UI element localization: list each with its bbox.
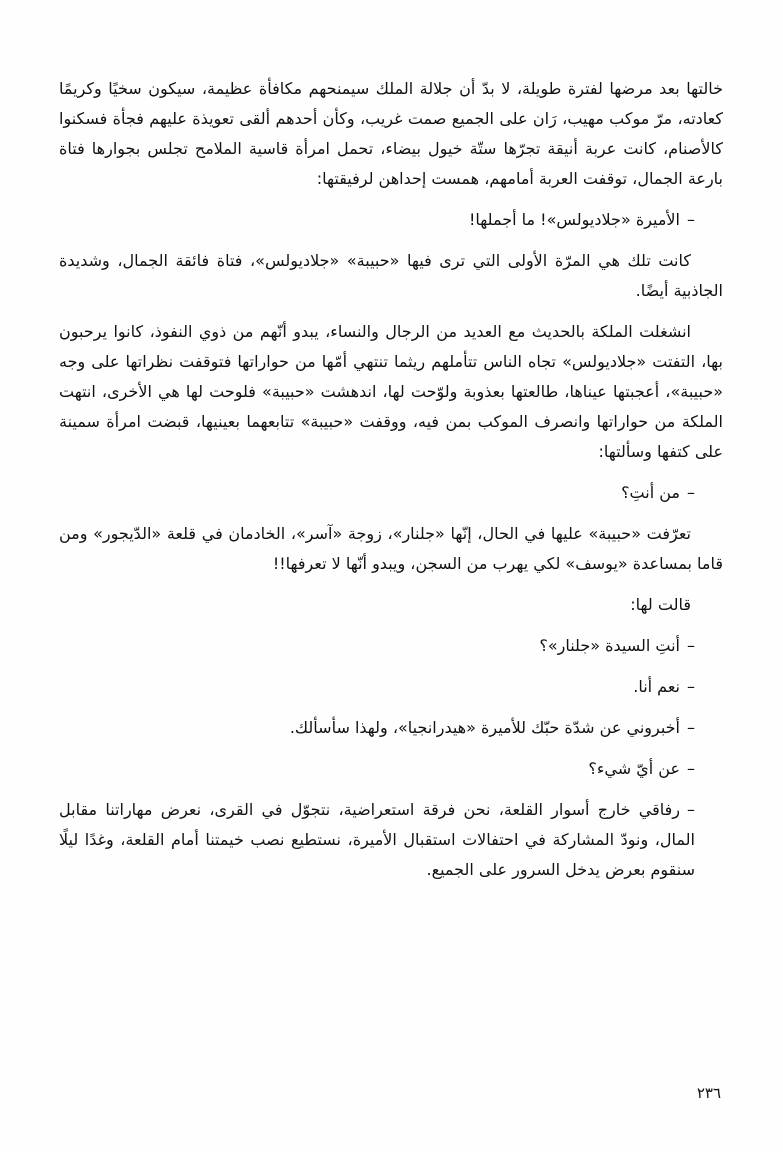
dialogue-line: [59, 795, 723, 885]
dialogue-line: [59, 205, 723, 235]
page-text-block: [59, 74, 723, 885]
paragraph: قالت لها:: [630, 595, 691, 614]
dialogue-dash: –: [687, 677, 695, 696]
dialogue-dash: –: [687, 718, 695, 737]
paragraph: انشغلت الملكة بالحديث مع العديد من الرجال والنساء، يبدو أنّهم من ذوي النفوذ، كانوا يرحبون بها، التفتت «جلاديولس» تجاه الناس تتأملهم ريثما تنتهي أمّها من حواراتها فتوقفت نظراتها على وجه «حبيبة»، أعجبتها عيناها، طالعتها بعذوبة ولوّحت لها، اندهشت «حبيبة» فلوحت لها هي الأخرى، انتهت الملكة من حواراتها وانصرف الموكب بمن فيه، ووقفت «حبيبة» تتابعهما بعينيها، قبضت امرأة سمينة على كتفها وسألتها:: [59, 322, 723, 461]
paragraph: خالتها بعد مرضها لفترة طويلة، لا بدّ أن جلالة الملك سيمنحهم مكافأة عظيمة، سيكون سخيًا وكريمًا كعادته، مرّ موكب مهيب، رَان على الجميع صمت غريب، وكأن أحدهم ألقى تعويذة عليهم فجأة فسكنوا كالأصنام، كانت عربة أنيقة تجرّها ستّة خيول بيضاء، تحمل امرأة قاسية الملامح تجلس بجوارها فتاة بارعة الجمال، توقفت العربة أمامهم، همست إحداهن لرفيقتها:: [59, 79, 723, 188]
paragraph: تعرّفت «حبيبة» عليها في الحال، إنّها «جلنار»، زوجة «آسر»، الخادمان في قلعة «الدّيجور» ومن قاما بمساعدة «يوسف» لكي يهرب من السجن، ويبدو أنّها لا تعرفها!!: [59, 524, 723, 573]
dialogue-line: [59, 478, 723, 508]
paragraph: كانت تلك هي المرّة الأولى التي ترى فيها «حبيبة» «جلاديولس»، فتاة فائقة الجمال، وشديدة الجاذبية أيضًا.: [59, 251, 723, 300]
dialogue-dash: –: [687, 800, 695, 819]
dialogue-dash: –: [687, 210, 695, 229]
dialogue-line: [59, 713, 723, 743]
dialogue-text: عن أيّ شيء؟: [588, 759, 680, 778]
dialogue-line: [59, 754, 723, 784]
dialogue-dash: –: [687, 483, 695, 502]
dialogue-line: [59, 631, 723, 661]
dialogue-text: أخبروني عن شدّة حبّك للأميرة «هيدرانجيا»، ولهذا سأسألك.: [289, 718, 680, 737]
dialogue-text: من أنتِ؟: [621, 483, 680, 502]
dialogue-dash: –: [687, 759, 695, 778]
dialogue-text: نعم أنا.: [633, 677, 680, 696]
dialogue-dash: –: [687, 636, 695, 655]
dialogue-text: رفاقي خارج أسوار القلعة، نحن فرقة استعراضية، نتجوّل في القرى، نعرض مهاراتنا مقابل المال، ونودّ المشاركة في احتفالات استقبال الأميرة، نستطيع نصب خيمتنا أمام القلعة، وغدًا ليلًا سنقوم بعرض يدخل السرور على الجميع.: [59, 800, 695, 879]
dialogue-text: أنتِ السيدة «جلنار»؟: [539, 636, 680, 655]
dialogue-line: [59, 672, 723, 702]
page-number: ٢٣٦: [696, 1084, 721, 1102]
dialogue-text: الأميرة «جلاديولس»! ما أجملها!: [469, 210, 680, 229]
